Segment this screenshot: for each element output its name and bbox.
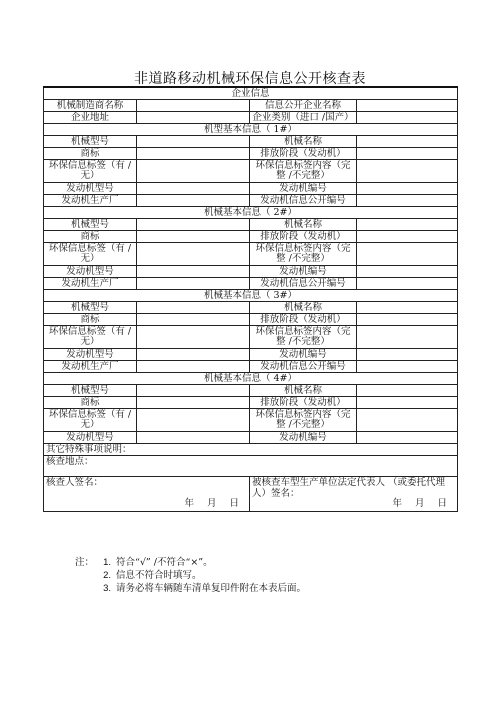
field-label: 商标	[44, 314, 137, 326]
field-label: 发动机生产厂	[44, 361, 137, 373]
note-text: 请务必将车辆随车清单复印件附在本表后面。	[116, 583, 307, 594]
engine-disclosure-field[interactable]	[357, 361, 458, 373]
note-number: 3.	[103, 583, 111, 594]
field-label: 环保信息标签内容（完整 /不完整）	[250, 243, 357, 266]
field-label: 发动机型号	[44, 432, 137, 444]
field-label: 机械型号	[44, 219, 137, 231]
field-label: 发动机信息公开编号	[250, 278, 357, 290]
field-label: 环保信息标签（有 /无）	[44, 160, 137, 183]
form-row	[44, 326, 458, 349]
stage-field[interactable]	[357, 148, 458, 160]
notes-label: 注：	[75, 557, 95, 568]
field-label: 环保信息标签（有 /无）	[44, 326, 137, 349]
field-label: 环保信息标签内容（完整 /不完整）	[250, 326, 357, 349]
manufacturer-field[interactable]	[137, 100, 250, 112]
category-field[interactable]	[357, 112, 458, 124]
inspection-form-table	[43, 86, 458, 512]
brand-field[interactable]	[137, 231, 250, 243]
field-label: 企业类别（进口 /国产）	[250, 112, 357, 124]
field-label: 排放阶段（发动机）	[250, 231, 357, 243]
location-field[interactable]: 核查地点：	[44, 456, 458, 477]
tag-content-field[interactable]	[357, 243, 458, 266]
field-label: 发动机型号	[44, 266, 137, 278]
field-label: 机械型号	[44, 136, 137, 148]
field-label: 排放阶段（发动机）	[250, 148, 357, 160]
form-row	[44, 314, 458, 326]
field-label: 商标	[44, 148, 137, 160]
note-item	[75, 569, 306, 582]
engine-maker-field[interactable]	[137, 278, 250, 290]
other-notes-field[interactable]: 其它特殊事项说明：	[44, 444, 458, 456]
form-row	[44, 385, 458, 397]
form-row	[44, 183, 458, 195]
engine-model-field[interactable]	[137, 183, 250, 195]
field-label: 机械名称	[250, 219, 357, 231]
field-label: 企业地址	[44, 112, 137, 124]
field-label: 发动机型号	[44, 349, 137, 361]
notes-label	[75, 569, 95, 582]
note-number: 2.	[103, 570, 111, 581]
machine-header-row	[44, 373, 458, 385]
form-row	[44, 195, 458, 207]
form-row	[44, 456, 458, 477]
form-row	[44, 349, 458, 361]
field-label: 机械型号	[44, 385, 137, 397]
tag-field[interactable]	[137, 160, 250, 183]
machine-header-row	[44, 207, 458, 219]
engine-model-field[interactable]	[137, 432, 250, 444]
form-row	[44, 219, 458, 231]
date-text: 年 月 日	[184, 498, 239, 509]
field-label: 发动机编号	[250, 266, 357, 278]
form-row	[44, 112, 458, 124]
field-label: 发动机编号	[250, 183, 357, 195]
form-row	[44, 266, 458, 278]
name-field[interactable]	[357, 136, 458, 148]
address-field[interactable]	[137, 112, 250, 124]
engine-no-field[interactable]	[357, 349, 458, 361]
name-field[interactable]	[357, 385, 458, 397]
tag-field[interactable]	[137, 409, 250, 432]
form-row	[44, 136, 458, 148]
field-label: 环保信息标签（有 /无）	[44, 409, 137, 432]
stage-field[interactable]	[357, 397, 458, 409]
brand-field[interactable]	[137, 314, 250, 326]
tag-field[interactable]	[137, 243, 250, 266]
engine-model-field[interactable]	[137, 266, 250, 278]
representative-signature-field[interactable]	[250, 477, 458, 512]
field-label: 环保信息标签内容（完整 /不完整）	[250, 409, 357, 432]
note-text: 信息不符合时填写。	[116, 570, 202, 581]
field-label: 排放阶段（发动机）	[250, 314, 357, 326]
tag-content-field[interactable]	[357, 326, 458, 349]
date-text: 年 月 日	[392, 498, 448, 509]
form-row	[44, 302, 458, 314]
form-row	[44, 432, 458, 444]
field-label: 发动机型号	[44, 183, 137, 195]
engine-model-field[interactable]	[137, 349, 250, 361]
tag-field[interactable]	[137, 326, 250, 349]
tag-content-field[interactable]	[357, 160, 458, 183]
section-header: 机械基本信息（ 4#）	[44, 373, 458, 385]
disclosure-company-field[interactable]	[357, 100, 458, 112]
brand-field[interactable]	[137, 397, 250, 409]
model-field[interactable]	[137, 219, 250, 231]
engine-no-field[interactable]	[357, 266, 458, 278]
field-label: 商标	[44, 397, 137, 409]
field-label: 发动机生产厂	[44, 195, 137, 207]
inspector-label: 核查人签名：	[46, 477, 104, 488]
section-header: 机械基本信息（ 3#）	[44, 290, 458, 302]
note-text: 符合“√” /不符合“×”。	[116, 557, 213, 568]
field-label: 机械型号	[44, 302, 137, 314]
form-row	[44, 444, 458, 456]
engine-disclosure-field[interactable]	[357, 195, 458, 207]
model-field[interactable]	[137, 136, 250, 148]
form-row	[44, 409, 458, 432]
form-row	[44, 100, 458, 112]
engine-no-field[interactable]	[357, 432, 458, 444]
field-label: 机械制造商名称	[44, 100, 137, 112]
section-header: 企业信息	[44, 87, 458, 100]
section-header: 机械基本信息（ 2#）	[44, 207, 458, 219]
form-row	[44, 397, 458, 409]
representative-label: 被核查车型生产单位法定代表人 （或委托代理人）签名：	[252, 477, 446, 499]
notes-section	[75, 556, 306, 595]
field-label: 发动机生产厂	[44, 278, 137, 290]
signature-row	[44, 477, 458, 512]
form-row	[44, 278, 458, 290]
form-row	[44, 160, 458, 183]
engine-disclosure-field[interactable]	[357, 278, 458, 290]
inspector-signature-field[interactable]	[44, 477, 250, 512]
field-label: 发动机信息公开编号	[250, 195, 357, 207]
engine-no-field[interactable]	[357, 183, 458, 195]
model-field[interactable]	[137, 385, 250, 397]
field-label: 商标	[44, 231, 137, 243]
form-row	[44, 243, 458, 266]
field-label: 排放阶段（发动机）	[250, 397, 357, 409]
field-label: 环保信息标签内容（完整 /不完整）	[250, 160, 357, 183]
field-label: 发动机编号	[250, 349, 357, 361]
machine-header-row	[44, 290, 458, 302]
brand-field[interactable]	[137, 148, 250, 160]
machine-header-row	[44, 124, 458, 136]
name-field[interactable]	[357, 302, 458, 314]
section-header: 机型基本信息（ 1#）	[44, 124, 458, 136]
field-label: 发动机信息公开编号	[250, 361, 357, 373]
form-row	[44, 148, 458, 160]
enterprise-header-row	[44, 87, 458, 100]
field-label: 机械名称	[250, 136, 357, 148]
stage-field[interactable]	[357, 231, 458, 243]
note-item	[75, 582, 306, 595]
page-title: 非道路移动机械环保信息公开核查表	[134, 71, 366, 87]
field-label: 机械名称	[250, 302, 357, 314]
field-label: 发动机编号	[250, 432, 357, 444]
notes-label	[75, 582, 95, 595]
model-field[interactable]	[137, 302, 250, 314]
engine-maker-field[interactable]	[137, 361, 250, 373]
note-number: 1.	[103, 557, 111, 568]
engine-maker-field[interactable]	[137, 195, 250, 207]
note-item	[75, 556, 306, 569]
form-row	[44, 231, 458, 243]
field-label: 机械名称	[250, 385, 357, 397]
tag-content-field[interactable]	[357, 409, 458, 432]
stage-field[interactable]	[357, 314, 458, 326]
field-label: 信息公开企业名称	[250, 100, 357, 112]
form-row	[44, 361, 458, 373]
field-label: 环保信息标签（有 /无）	[44, 243, 137, 266]
name-field[interactable]	[357, 219, 458, 231]
